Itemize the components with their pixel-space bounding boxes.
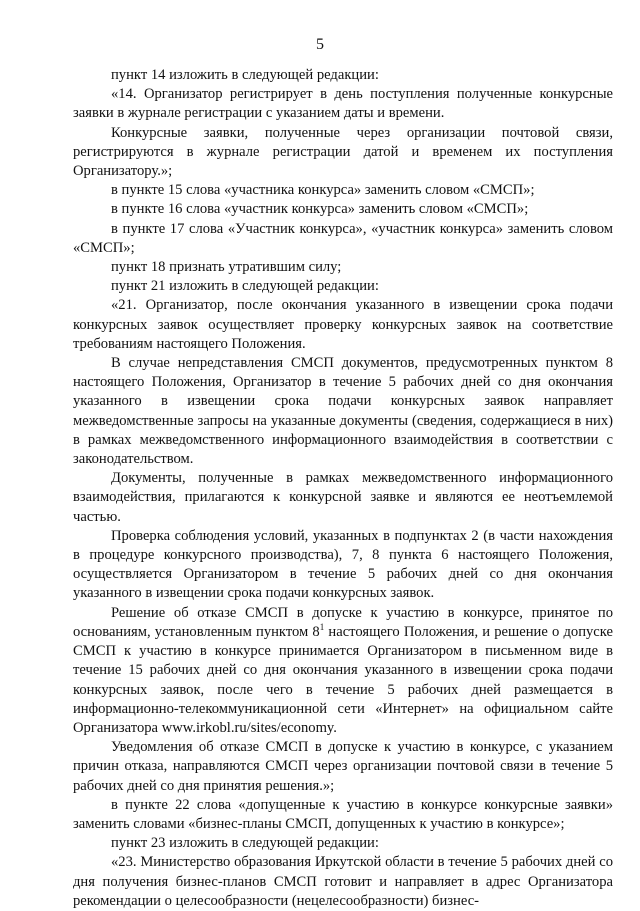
paragraph: в пункте 16 слова «участник конкурса» заменить словом «СМСП»; — [111, 201, 529, 218]
text-run: настоящего Положения, и решение о допуске СМСП к участию в конкурсе принимается Организатором в письменном виде в течение 15 рабочих дней со дня окончания указанного в извещении срока подачи конкурсных заявок, после чего в течение 5 рабочих дней размещается в информационно-телекоммуникационной сети «Интернет» на официальном сайте Организатора www.irkobl.ru/sites/economy. — [73, 623, 613, 736]
paragraph: пункт 18 признать утратившим силу; — [111, 259, 342, 276]
paragraph: Уведомления об отказе СМСП в допуске к участию в конкурсе, с указанием причин отказа, направляются СМСП через организации почтовой связи в течение 5 рабочих дней со дня принятия решения.»; — [73, 739, 613, 794]
paragraph: Конкурсные заявки, полученные через организации почтовой связи, регистрируются в журнале регистрации датой и временем их поступления Организатору.»; — [73, 124, 613, 180]
superscript: 1 — [319, 622, 325, 633]
page-number: 5 — [316, 36, 324, 53]
document-body — [73, 66, 613, 911]
paragraph: Документы, полученные в рамках межведомственного информационного взаимодействия, прилагаются к конкурсной заявке и являются ее неотъемлемой частью. — [73, 470, 613, 525]
paragraph: пункт 23 изложить в следующей редакции: — [111, 835, 379, 852]
paragraph: пункт 14 изложить в следующей редакции: — [111, 67, 379, 83]
paragraph: в пункте 22 слова «допущенные к участию в конкурсе конкурсные заявки» заменить словами «бизнес-планы СМСП, допущенных к участию в конкурсе»; — [73, 796, 613, 832]
paragraph: «21. Организатор, после окончания указанного в извещении срока подачи конкурсных заявок осуществляет проверку конкурсных заявок на соответствие требованиям настоящего Положения. — [73, 297, 613, 352]
paragraph: «14. Организатор регистрирует в день поступления полученные конкурсные заявки в журнале регистрации с указанием даты и времени. — [73, 86, 613, 122]
text-run: Решение об отказе СМСП в допуске к участию в конкурсе, принятое по основаниям, установленным пунктом 8 — [73, 604, 613, 640]
paragraph: в пункте 15 слова «участника конкурса» заменить словом «СМСП»; — [111, 182, 535, 199]
paragraph: пункт 21 изложить в следующей редакции: — [111, 278, 379, 295]
paragraph: В случае непредставления СМСП документов, предусмотренных пунктом 8 настоящего Положения, Организатор в течение 5 рабочих дней со дня окончания указанного в извещении срока подачи конкурсных заявок направляет межведомственные запросы на указанные документы (сведения, содержащиеся в них) в рамках межведомственного информационного взаимодействия в соответствии с законодательством. — [73, 355, 613, 468]
paragraph: в пункте 17 слова «Участник конкурса», «участник конкурса» заменить словом «СМСП»; — [73, 220, 613, 256]
paragraph: «23. Министерство образования Иркутской области в течение 5 рабочих дней со дня получения бизнес-планов СМСП готовит и направляет в адрес Организатора рекомендации о целесообразности (нецелесообразности) бизнес- — [73, 854, 613, 909]
paragraph-refusal-decision — [73, 604, 613, 738]
paragraph: Проверка соблюдения условий, указанных в подпунктах 2 (в части нахождения в процедуре конкурсного производства), 7, 8 пункта 6 настоящего Положения, осуществляется Организатором в течение 5 рабочих дней со дня окончания указанного в извещении срока подачи конкурсных заявок. — [73, 527, 613, 602]
